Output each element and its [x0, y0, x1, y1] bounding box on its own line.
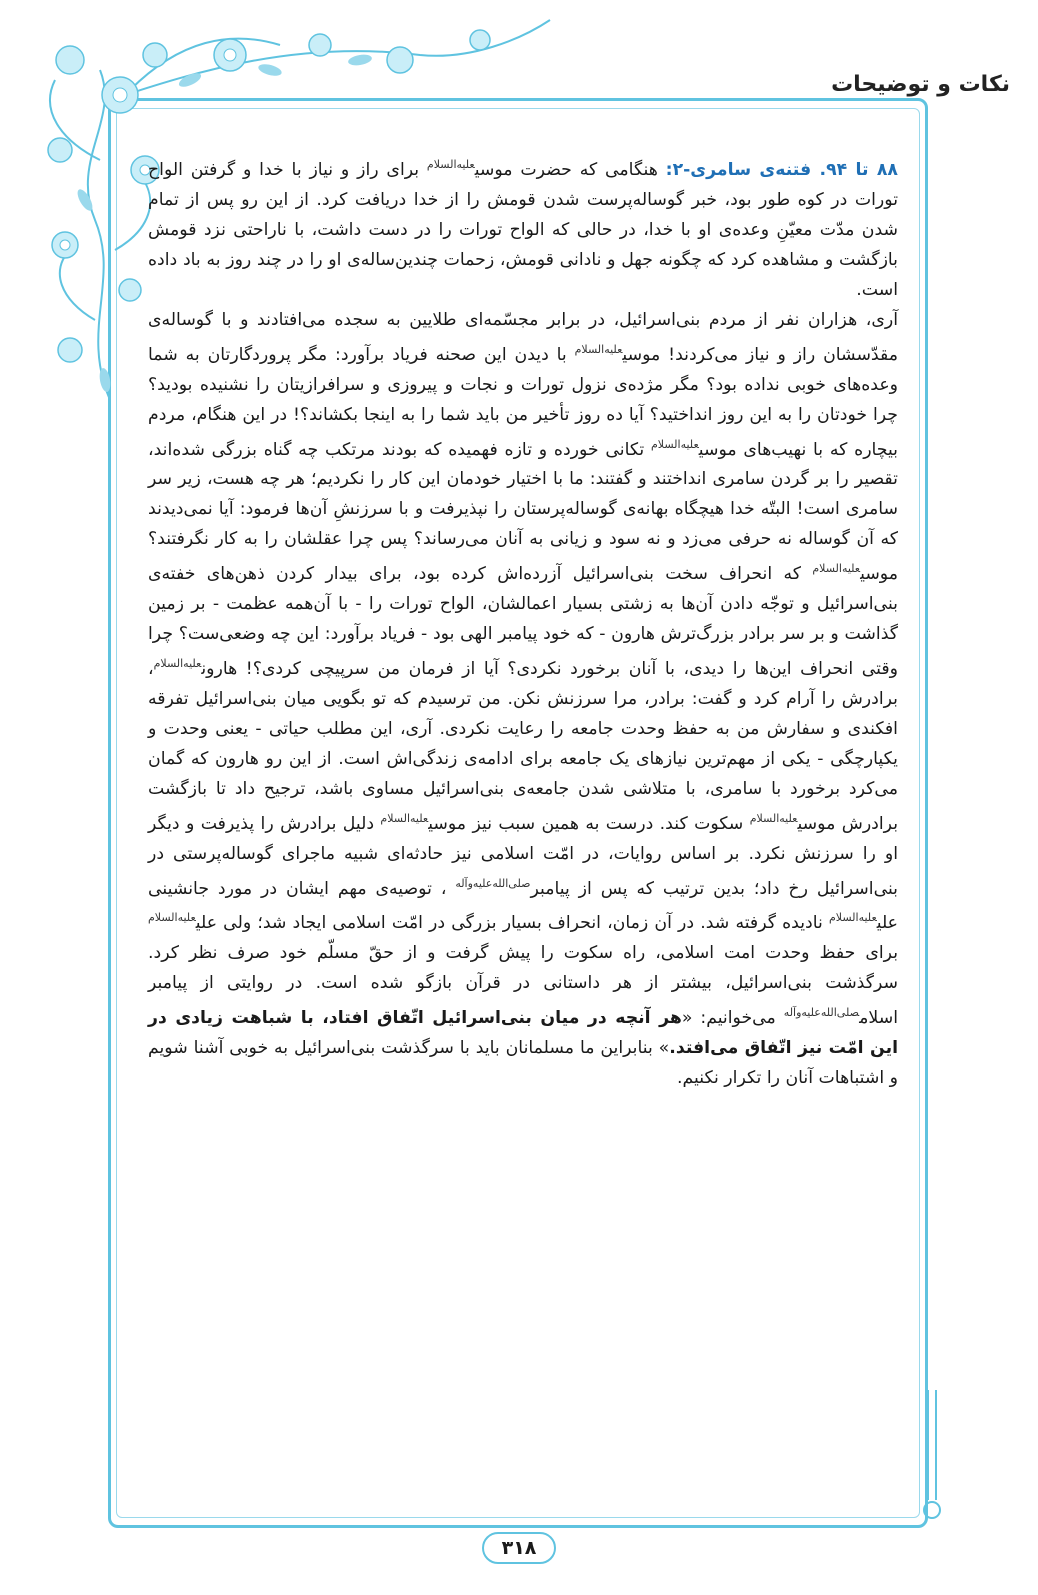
- honorific-icon: صلی‌الله‌علیه‌وآله: [455, 876, 531, 890]
- honorific-icon: علیه‌السلام: [380, 811, 429, 825]
- honorific-icon: علیه‌السلام: [749, 811, 798, 825]
- hadith-quote: هر آنچه در میان بنی‌اسرائیل اتّفاق افتاد، با شباهت زیادی در این امّت نیز اتّفاق می‌افتد.: [148, 1007, 898, 1058]
- honorific-icon: علیه‌السلام: [812, 562, 861, 576]
- paragraph-1: ۸۸ تا ۹۴. فتنه‌ی سامری-۲: هنگامی که حضرت موسی$^{علیه‌السلام}$ برای راز و نیاز با خدا و گرفتن الواح تورات در کوه طور بود، خبر گوساله‌پرست شدن قومش را از خدا دریافت کرد. از این رو پس از تمام شدن مدّت معیّنِ وعده‌ی او با خدا، در حالی که الواح تورات را در دست داشت، با ناراحتی نزد قومش بازگشت و مشاهده کرد که چگونه جهل و نادانی قومش، زحمات چندین‌ساله‌ی او را در چند روز به باد داده است.: [148, 158, 898, 300]
- honorific-icon: علیه‌السلام: [148, 911, 196, 925]
- honorific-icon: علیه‌السلام: [426, 158, 475, 171]
- verse-reference: ۸۸ تا ۹۴. فتنه‌ی سامری-۲:: [665, 159, 898, 180]
- side-ornament-icon: [918, 1390, 948, 1530]
- page-header-title: نکات و توضیحات: [831, 72, 1010, 97]
- honorific-icon: علیه‌السلام: [153, 657, 202, 671]
- paragraph-2: آری، هزاران نفر از مردم بنی‌اسرائیل، در برابر مجسّمه‌ای طلایین به سجده می‌افتادند و با گوساله‌ی مقدّسشان راز و نیاز می‌کردند! موسی$^{علیه‌السلام}$ با دیدن این صحنه فریاد برآورد: مگر پروردگارتان به شما وعده‌های خوبی نداده بود؟ مگر مژده‌ی نزول تورات و نجات و پیروزی و سرافرازیتان را نشنیده بودید؟ چرا خودتان را به این روز انداختید؟ آیا ده روز تأخیر من باید شما را به اینجا بکشاند؟! در این هنگام، مردم بیچاره که با نهیب‌های موسی$^{علیه‌السلام}$ تکانی خورده و تازه فهمیده که بودند مرتکب چه گناه بزرگی شده‌اند، تقصیر را بر گردن سامری انداختند و گفتند: ما با اختیار خودمان این کار را نکردیم؛ هر چه هست، زیر سر سامری است! البتّه خدا هیچگاه بهانه‌ی گوساله‌پرستان را نپذیرفت و با سرزنشِ آن‌ها فرمود: آیا نمی‌دیدند که آن گوساله نه حرفی می‌زد و نه سود و زیانی به آنان می‌رساند؟ پس چرا عقلشان را به کار نگرفتند؟ موسی$^{علیه‌السلام}$ که انحراف سخت بنی‌اسرائیل آزرده‌اش کرده بود، برای بیدار کردن ذهن‌های خفته‌ی بنی‌اسرائیل و توجّه دادن آن‌ها به زشتی بسیار اعمالشان، الواح تورات را - با آن‌همه عظمت - بر زمین گذاشت و بر سر برادر بزرگ‌ترش هارون - که خود پیامبر الهی بود - فریاد برآورد: این چه وضعی‌ست؟ چرا وقتی انحراف این‌ها را دیدی، با آنان برخورد نکردی؟ آیا از فرمان من سرپیچی کردی؟! هارون$^{علیه‌السلام}$، برادرش را آرام کرد و گفت: برادر، مرا سرزنش نکن. من ترسیدم که تو بگویی میان بنی‌اسرائیل تفرقه افکندی و سفارش من به حفظ وحدت جامعه را رعایت نکردی. آری، این مطلب حیاتی - یعنی وحدت و یکپارچگی - یکی از مهم‌ترین نیازهای یک جامعه برای ادامه‌ی زندگی‌اش است. از این رو هارون که گمان می‌کرد برخورد با سامری، با متلاشی شدن جامعه‌ی بنی‌اسرائیل مساوی باشد، ترجیح داد تا بازگشت برادرش موسی$^{علیه‌السلام}$ سکوت کند. درست به همین سبب نیز موسی$^{علیه‌السلام}$ دلیل برادرش را پذیرفت و دیگر او را سرزنش نکرد. بر اساس روایات، در امّت اسلامی نیز حادثه‌ای شبیه ماجرای گوساله‌پرستی در بنی‌اسرائیل رخ داد؛ بدین ترتیب که پس از پیامبر$^{صلی‌الله‌علیه‌وآله}$ ، توصیه‌ی مهم ایشان در مورد جانشینی علی$^{علیه‌السلام}$ نادیده گرفته شد. در آن زمان، انحراف بسیار بزرگی در امّت اسلامی ایجاد شد؛ ولی علی$^{علیه‌السلام}$ برای حفظ وحدت امت اسلامی، راه سکوت را پیش گرفت و از حقّ مسلّم خود صرف نظر کرد. سرگذشت بنی‌اسرائیل، بیشتر از هر داستانی در قرآن بازگو شده است. در روایتی از پیامبر اسلام$^{صلی‌الله‌علیه‌وآله}$ می‌خوانیم: «هر آنچه در میان بنی‌اسرائیل اتّفاق افتاد، با شباهت زیادی در این امّت نیز اتّفاق می‌افتد.» بنابراین ما مسلمانان باید با سرگذشت بنی‌اسرائیل به خوبی آشنا شویم و اشتباهات آنان را تکرار نکنیم.: [148, 309, 899, 1088]
- honorific-icon: علیه‌السلام: [828, 911, 877, 925]
- body-text: [148, 150, 898, 1093]
- honorific-icon: صلی‌الله‌علیه‌وآله: [783, 1006, 860, 1020]
- honorific-icon: علیه‌السلام: [574, 342, 623, 356]
- page-number: ۳۱۸: [482, 1532, 556, 1564]
- honorific-icon: علیه‌السلام: [650, 437, 699, 451]
